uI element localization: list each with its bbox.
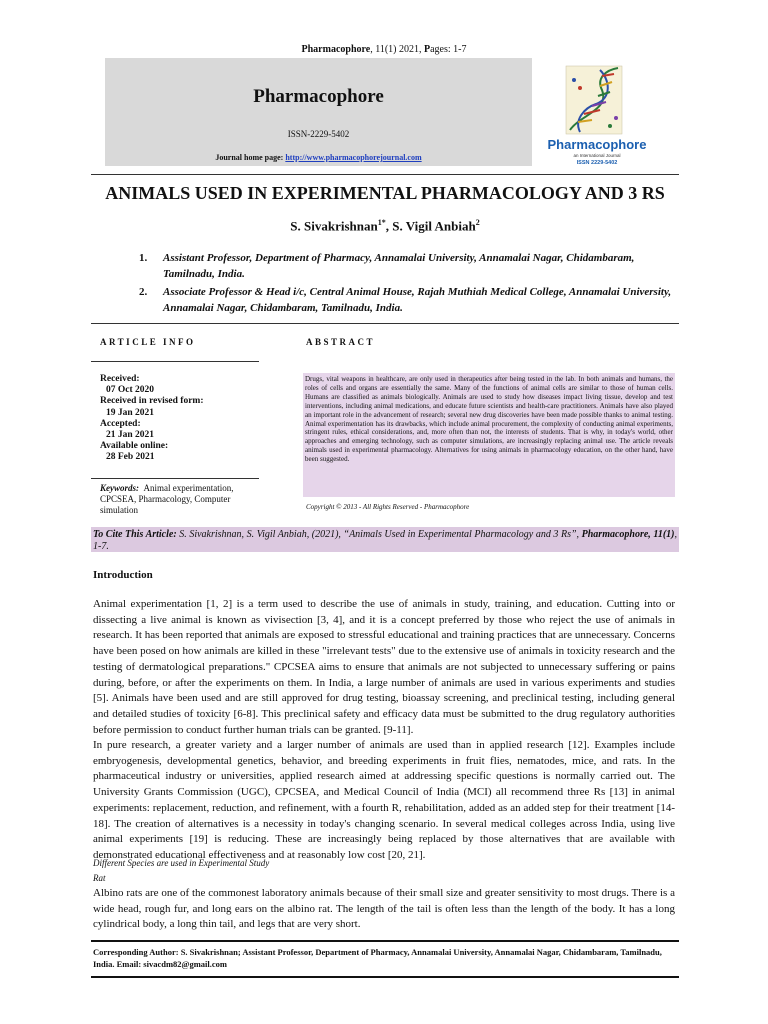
accepted-label: Accepted:	[100, 418, 141, 429]
online-label: Available online:	[100, 441, 169, 452]
homepage-label: Journal home page:	[215, 153, 286, 162]
citation-journal: Pharmacophore, 11(1)	[581, 529, 675, 540]
article-info-heading: ARTICLE INFO	[100, 337, 196, 347]
divider-top	[91, 174, 679, 175]
keywords-label: Keywords:	[100, 483, 139, 493]
affiliation-1-text: Assistant Professor, Department of Pharmacy, Annamalai University, Annamalai Nagar, Chidambaram, Tamilnadu, India.	[163, 252, 635, 280]
divider-affiliations	[91, 323, 679, 324]
revised-date: 19 Jan 2021	[106, 407, 155, 418]
running-header-journal: Pharmacophore	[301, 44, 371, 55]
citation-pages: , 1-7.	[93, 529, 677, 552]
introduction-heading: Introduction	[93, 569, 153, 581]
journal-logo	[540, 60, 654, 170]
logo-issn: ISSN 2229-5402	[576, 160, 618, 166]
running-header-pages: ages: 1-7	[430, 44, 467, 55]
rat-paragraph: Albino rats are one of the commonest laboratory animals because of their small size and greater sensitivity to most drugs. There is a wide head, rough fur, and long ears on the albino rat. The length of the tail is often less than the length of the body. It has a long cylindrical body, a long thin tail, and legs that are very short.	[93, 887, 675, 931]
corresponding-author	[93, 946, 675, 970]
accepted-date: 21 Jan 2021	[106, 430, 155, 441]
dna-helix-icon	[566, 66, 622, 134]
article-info-rule	[91, 361, 259, 362]
introduction-paragraph-2: In pure research, a greater variety and a larger number of animals are used than in applied research [12]. Examples include embryogenesis, developmental genetics, behavior, and breeding experiments in fruit flies, nematodes, mice, and rats. In the pharmaceutical industry or universities, applied research aimed at addressing specific questions is normally carried out. The University Grants Commission (UGC), CPCSEA, and Medical Council of India (MCI) all recommend three Rs [13] in animal experiments: replacement, reduction, and refinement, with a fourth R, rehabilitation, added as an added step for their treatment [14-18]. The creation of alternatives is a necessity in today's changing scenario. In several medical colleges across India, using live animal experiments [19] is reducing. These are increasingly being replaced by those alternatives that are available with demonstrated educational effectiveness and at reasonably low cost [20, 21].	[93, 739, 675, 861]
abstract-heading: ABSTRACT	[306, 337, 376, 347]
citation-box	[91, 527, 679, 552]
abstract-text: Drugs, vital weapons in healthcare, are only used in therapeutics after being tested in the lab. In both animals and humans, the roles of cells and organs are essentially the same. Many of the functions of animal cells are similar to those of human cells. Humans are classified as animals biologically. Animals are used to study how diseases impact living tissue, develop and test interventions, including animal medications, and educate future scientists and health-care practitioners. Animals have also played an important role in the advancement of research; several new drug discoveries have been made possible thanks to animal testing. Animal experimentation has its drawbacks, which include animal procurement, the complexity of conducting animal experiments, stringent rules, ethical considerations, and, more often than not, the interests of students. That is why, in today's world, other approaches and emerging technology, such as computer simulations, are increasingly replacing animal use. The article reveals animals used in experimental pharmacology. Alternatives for using animals in pharmacology education, on the other hand, have been suggested.	[303, 373, 675, 497]
revised-label: Received in revised form:	[100, 396, 204, 407]
species-heading: Different Species are used in Experimental Study	[93, 858, 270, 868]
author-2: S. Vigil Anbiah	[392, 218, 476, 234]
corresponding-label: Corresponding Author:	[93, 947, 179, 957]
author-1: S. Sivakrishnan	[290, 218, 378, 234]
affiliation-2-text: Associate Professor & Head i/c, Central Animal House, Rajah Muthiah Medical College, Annamalai University, Annamalai Nagar, Chidambaram, Tamilnadu, India.	[163, 286, 672, 314]
keywords	[100, 483, 265, 516]
received-date: 07 Oct 2020	[106, 385, 155, 396]
citation-label: To Cite This Article:	[93, 529, 180, 540]
online-date: 28 Feb 2021	[106, 452, 155, 463]
copyright: Copyright © 2013 - All Rights Reserved - Pharmacophore	[306, 503, 470, 511]
logo-tagline: an International Journal	[573, 153, 621, 158]
homepage-link[interactable]: http://www.pharmacophorejournal.com	[285, 153, 422, 162]
affiliation-1-number: 1.	[139, 252, 148, 264]
corresponding-text: S. Sivakrishnan; Assistant Professor, Department of Pharmacy, Annamalai University, Annamalai Nagar, Chidambaram, Tamilnadu, India. Email: sivacdm82@gmail.com	[93, 947, 662, 969]
footer-rule-top	[91, 940, 679, 942]
running-header-details: , 11(1) 2021,	[370, 44, 424, 55]
journal-title: Pharmacophore	[253, 86, 384, 107]
article-title: ANIMALS USED IN EXPERIMENTAL PHARMACOLOGY AND 3 RS	[105, 183, 665, 203]
keywords-text: Animal experimentation, CPCSEA, Pharmacology, Computer simulation	[100, 483, 234, 515]
received-label: Received:	[100, 374, 140, 384]
running-header-pages-label: P	[424, 44, 431, 55]
journal-issn: ISSN-2229-5402	[287, 129, 350, 139]
author-separator: ,	[385, 218, 393, 234]
logo-name: Pharmacophore	[547, 137, 647, 152]
footer-rule-bottom	[91, 976, 679, 978]
journal-header-box	[105, 58, 532, 166]
author-2-marker: 2	[475, 218, 480, 227]
journal-homepage	[105, 153, 532, 162]
citation-text: S. Sivakrishnan, S. Vigil Anbiah, (2021), “Animals Used in Experimental Pharmacology and 3 Rs”,	[179, 529, 582, 540]
author-1-marker: 1*	[377, 218, 386, 227]
author-line	[91, 218, 679, 234]
keywords-rule	[91, 478, 259, 479]
rat-subheading: Rat	[93, 873, 106, 883]
running-header	[0, 44, 768, 55]
introduction-paragraph-1: Animal experimentation [1, 2] is a term used to describe the use of animals in study, training, and education. Cutting into or dissecting a live animal is known as vivisection [3, 4], and it is a concept preferred by those who reject the use of animals in research. It has been reported that animals are exposed to stressful educational and training practices that are unnecessary. Concerns have been posed on how animals are killed in these "irrelevant tests" due to the extensive use of animals in toxicity research and the testing of dermatological preparations." CPCSEA aims to ensure that animals are not subjected to unnecessary suffering or pains during, before, or after the experiments on them. In India, a large number of animals are used in various experiments and studies [5]. Animals have been used and are still approved for drug testing, bioassay screening, and preclinical testing, including general and detailed studies of toxicity [6-8]. This preclinical safety and efficacy data must be submitted to the drug regulatory authorities before permission to conduct further human trials can be granted. [9-11].	[93, 598, 675, 736]
affiliation-2-number: 2.	[139, 286, 148, 298]
article-info-dates	[100, 374, 260, 464]
